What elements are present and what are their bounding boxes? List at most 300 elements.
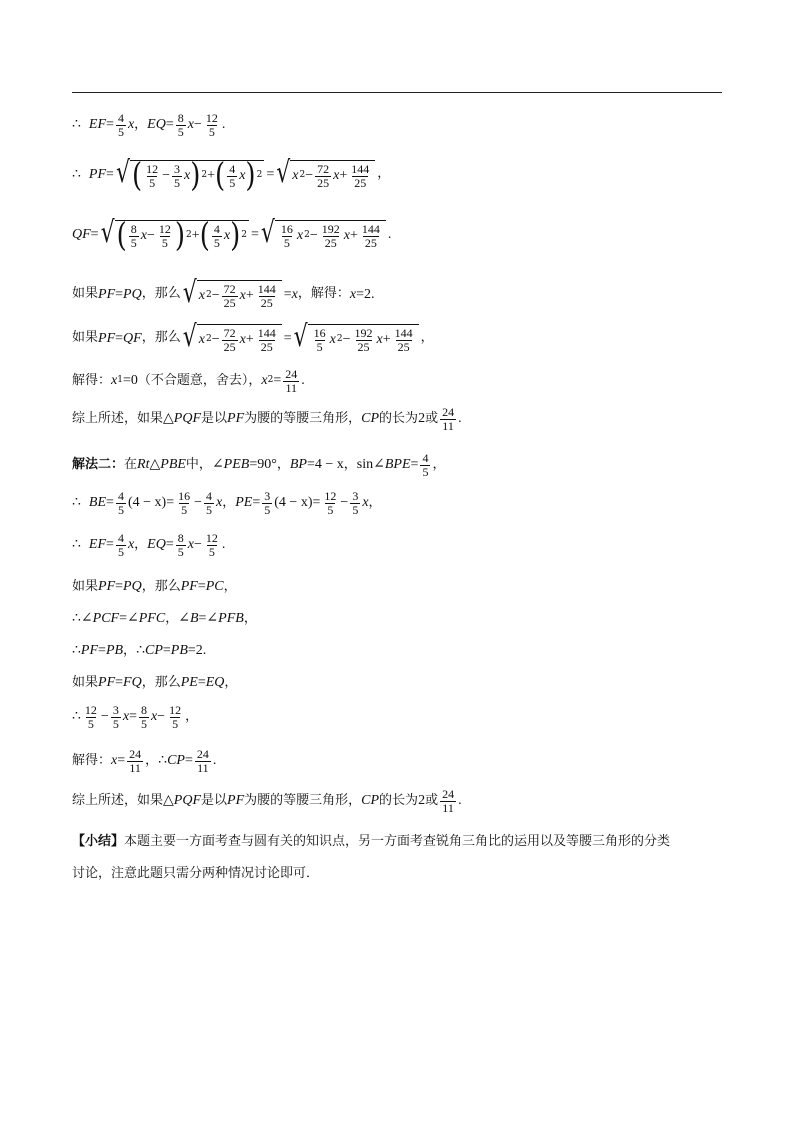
math-token: ∠ xyxy=(178,611,190,626)
math-token: = xyxy=(273,373,282,389)
text-run: 本题主要一方面考查与圆有关的知识点，另一方面考查锐角三角比的运用以及等腰三角形的分类 xyxy=(124,834,671,849)
math-token: PF xyxy=(180,579,198,594)
denominator: 5 xyxy=(264,502,271,517)
denominator: 11 xyxy=(442,418,454,433)
math-token: x xyxy=(111,753,118,769)
fraction xyxy=(116,490,126,516)
text-run: ， xyxy=(243,610,257,626)
math-token: ∴ xyxy=(72,537,81,553)
math-token: = xyxy=(115,579,124,594)
text-run: ，那么 xyxy=(141,330,181,346)
math-token: PQF xyxy=(173,793,202,809)
math-token: 4 − x xyxy=(132,495,162,511)
math-token: 2 xyxy=(418,411,426,427)
text-run: ， xyxy=(134,116,148,132)
math-token: CP xyxy=(144,643,163,658)
denominator: 5 xyxy=(174,175,181,190)
math-token: ∠ xyxy=(80,611,93,626)
fraction xyxy=(256,327,278,353)
math-token: PCF xyxy=(92,611,120,626)
line-solve-2 xyxy=(72,748,216,774)
math-token: x xyxy=(376,332,383,348)
fraction xyxy=(127,748,143,774)
fraction xyxy=(279,223,295,249)
denominator: 5 xyxy=(327,502,334,517)
denominator: 5 xyxy=(117,544,124,559)
text-run: ，那么 xyxy=(141,674,181,690)
numerator: 72 xyxy=(317,162,330,176)
numerator: 24 xyxy=(196,747,209,761)
math-token: PF xyxy=(227,411,245,427)
text-run: 如果 xyxy=(72,674,99,690)
radical-sign: √ xyxy=(276,156,291,191)
math-token: QF xyxy=(72,226,91,242)
math-token: B xyxy=(189,611,199,626)
denominator: 11 xyxy=(442,800,454,815)
math-token: BP xyxy=(289,457,307,473)
numerator: 16 xyxy=(280,222,293,236)
math-token xyxy=(197,280,282,309)
numerator: 16 xyxy=(313,326,326,340)
fraction xyxy=(222,327,238,353)
line-cp-2 xyxy=(72,642,206,660)
fraction xyxy=(350,490,360,516)
radical-sign: √ xyxy=(260,216,275,251)
fraction xyxy=(176,112,186,138)
numerator: 192 xyxy=(321,222,340,236)
math-token: QF xyxy=(123,330,142,346)
math-token: PBE xyxy=(160,457,186,473)
math-token: = xyxy=(90,226,99,242)
math-token: ) xyxy=(230,217,241,255)
text-run: ，解得： xyxy=(297,286,350,302)
math-token: x xyxy=(239,288,246,304)
math-token: ( xyxy=(274,495,279,511)
math-token: . xyxy=(301,373,305,389)
text-run: ， xyxy=(432,456,446,472)
denominator: 5 xyxy=(213,235,220,250)
denominator: 5 xyxy=(229,175,236,190)
math-token: x xyxy=(122,709,130,725)
numerator: 144 xyxy=(257,282,276,296)
math-token: + xyxy=(207,168,216,184)
math-token: ( xyxy=(215,157,226,195)
text-run: ， xyxy=(185,708,199,724)
line-method-two xyxy=(72,452,445,478)
math-token: + xyxy=(245,332,254,348)
denominator: 25 xyxy=(317,175,330,190)
math-token: = xyxy=(117,753,126,769)
fraction xyxy=(129,223,139,249)
math-token: BPE xyxy=(384,457,411,473)
math-token: = xyxy=(249,457,258,473)
math-token xyxy=(197,324,282,353)
numerator: 144 xyxy=(361,222,380,236)
text-run: ，那么 xyxy=(141,286,181,302)
fraction xyxy=(320,223,342,249)
math-token: = xyxy=(266,166,275,182)
math-token: x xyxy=(150,709,158,725)
math-token: BE xyxy=(88,495,107,511)
math-token: . xyxy=(221,117,226,133)
math-token: . xyxy=(458,793,462,809)
math-token: = xyxy=(306,457,315,473)
math-token: − xyxy=(342,332,351,348)
math-token: = xyxy=(184,753,193,769)
numerator: 12 xyxy=(324,489,337,503)
math-token: PFC xyxy=(138,611,166,626)
fraction xyxy=(360,223,382,249)
denominator: 25 xyxy=(397,339,410,354)
line-case2-pf-fq xyxy=(72,674,237,692)
math-token: ∴ xyxy=(72,643,81,658)
math-token: = xyxy=(98,643,106,658)
line-solve-1 xyxy=(72,368,305,394)
radical-sign: √ xyxy=(182,276,197,311)
subscript: 2 xyxy=(267,375,274,386)
math-token: = xyxy=(162,643,171,658)
math-token: △ xyxy=(163,793,174,809)
math-token: = xyxy=(119,611,128,626)
math-token: EQ xyxy=(147,117,166,133)
numerator: 24 xyxy=(285,367,298,381)
denominator: 25 xyxy=(260,295,273,310)
math-token: − xyxy=(305,168,314,184)
header-rule xyxy=(72,92,722,93)
denominator: 5 xyxy=(316,339,323,354)
numerator: 4 xyxy=(117,531,124,545)
numerator: 4 xyxy=(229,162,236,176)
math-token: PF xyxy=(227,793,245,809)
math-token: = xyxy=(252,495,261,511)
math-token: PFB xyxy=(218,611,244,626)
math-token: x xyxy=(184,168,191,184)
math-token: PF xyxy=(88,166,107,182)
math-token: EF xyxy=(88,117,107,133)
denominator: 5 xyxy=(117,124,124,139)
math-token: x xyxy=(198,332,205,348)
math-token: ) xyxy=(190,157,201,195)
math-token: = xyxy=(165,117,174,133)
fraction xyxy=(440,406,456,432)
math-token: . xyxy=(202,643,207,658)
math-token: = xyxy=(197,579,206,594)
denominator: 25 xyxy=(357,339,370,354)
math-token: = xyxy=(106,166,114,182)
text-run: ， xyxy=(165,610,179,626)
math-token: x xyxy=(329,332,336,348)
math-token: + xyxy=(349,228,358,244)
math-token xyxy=(115,217,249,255)
math-token: PEB xyxy=(223,457,250,473)
math-token: = xyxy=(166,495,175,511)
denominator: 11 xyxy=(285,380,298,395)
math-token: ∠ xyxy=(373,457,385,473)
math-token: △ xyxy=(149,457,161,473)
math-token: = xyxy=(198,611,207,626)
math-token: + xyxy=(382,332,391,348)
exponent: 2 xyxy=(241,230,247,241)
denominator: 5 xyxy=(161,235,168,250)
math-token: ∴ xyxy=(72,117,81,133)
fraction xyxy=(144,163,160,189)
fraction xyxy=(393,327,415,353)
denominator: 5 xyxy=(130,235,137,250)
fraction xyxy=(322,490,338,516)
math-token: − xyxy=(194,495,202,511)
math-token: x xyxy=(187,537,194,553)
math-token: x xyxy=(140,228,147,244)
math-token: x xyxy=(111,373,118,389)
square-root xyxy=(260,216,386,251)
math-token: + xyxy=(339,168,348,184)
math-token: ∴ xyxy=(72,611,81,626)
math-token: = xyxy=(115,330,124,346)
math-token: PB xyxy=(105,643,124,658)
text-run: 讨论，注意此题只需分两种情况讨论即可． xyxy=(72,866,320,881)
denominator: 5 xyxy=(181,502,188,517)
denominator: 5 xyxy=(206,502,212,517)
math-token: ∠ xyxy=(127,611,139,626)
math-token: PE xyxy=(180,675,198,690)
math-token: ) xyxy=(245,157,256,195)
math-token: 4 − x xyxy=(278,495,308,511)
exponent: 2 xyxy=(256,170,263,181)
text-run: 或 xyxy=(425,792,439,808)
numerator: 4 xyxy=(117,111,124,125)
line-case-pf-pq xyxy=(72,276,375,311)
fraction xyxy=(227,163,237,189)
fraction xyxy=(167,704,183,730)
math-token: − xyxy=(162,168,171,184)
math-token: x xyxy=(261,373,268,389)
numerator: 3 xyxy=(264,489,271,503)
denominator: 25 xyxy=(223,339,236,354)
fraction xyxy=(139,704,149,730)
square-root xyxy=(115,156,264,195)
text-run: ， xyxy=(134,536,148,552)
math-token: PQF xyxy=(173,411,202,427)
math-token: = xyxy=(283,330,292,346)
math-token: ( xyxy=(131,157,143,195)
math-token: 0 xyxy=(130,373,138,389)
square-root xyxy=(100,216,249,255)
math-token: = xyxy=(115,675,124,690)
denominator: 5 xyxy=(283,235,290,250)
math-token: PF xyxy=(98,330,116,346)
text-run: 或 xyxy=(425,410,439,426)
denominator: 5 xyxy=(140,716,147,731)
denominator: 5 xyxy=(208,544,215,559)
math-token: CP xyxy=(361,793,380,809)
math-token: = xyxy=(129,709,137,725)
math-token xyxy=(130,157,264,195)
math-token: PQ xyxy=(123,286,142,302)
text-run: 在 xyxy=(124,456,138,472)
math-token: ) xyxy=(307,495,313,511)
denominator: 5 xyxy=(177,124,184,139)
text-run: 解得： xyxy=(72,372,112,388)
fraction xyxy=(349,163,371,189)
math-token: − xyxy=(193,117,202,133)
text-run: ， xyxy=(222,494,236,510)
denominator: 5 xyxy=(422,464,429,479)
math-token: ( xyxy=(199,217,210,255)
exponent: 2 xyxy=(205,334,212,345)
line-conclusion-1 xyxy=(72,406,462,432)
math-token: − xyxy=(309,228,318,244)
math-token: ∴ xyxy=(136,643,145,658)
math-token: PE xyxy=(235,495,253,511)
text-run: 如果 xyxy=(72,330,99,346)
denominator: 25 xyxy=(364,235,377,250)
math-token xyxy=(308,324,419,353)
text-run: 解得： xyxy=(72,752,112,768)
math-token: PQ xyxy=(123,579,142,594)
text-run: 如果 xyxy=(72,578,99,594)
math-token: . xyxy=(221,537,226,553)
math-token: ( xyxy=(127,495,133,511)
math-token: = xyxy=(410,457,419,473)
square-root xyxy=(276,156,375,191)
math-token: 90° xyxy=(257,457,277,473)
denominator: 5 xyxy=(87,716,94,731)
radical-sign: √ xyxy=(100,216,115,251)
text-run: ， xyxy=(145,752,159,768)
math-token: CP xyxy=(167,753,185,769)
text-run: ， xyxy=(420,330,434,346)
math-token: ) xyxy=(174,217,186,255)
square-root xyxy=(293,320,419,355)
numerator: 12 xyxy=(84,703,97,717)
math-token: x xyxy=(239,332,246,348)
math-token: x xyxy=(198,288,205,304)
math-token: EQ xyxy=(205,675,225,690)
math-token: = xyxy=(187,643,196,658)
math-token: △ xyxy=(163,411,174,427)
square-root xyxy=(182,320,282,355)
math-token: = xyxy=(197,675,206,690)
text-run: 为腰的等腰三角形， xyxy=(244,792,362,808)
denominator: 5 xyxy=(117,502,124,517)
fraction xyxy=(440,788,456,814)
numerator: 3 xyxy=(112,703,119,717)
math-token: ∴ xyxy=(72,495,81,511)
fraction xyxy=(116,112,126,138)
radical-sign: √ xyxy=(182,320,197,355)
math-token: x xyxy=(362,495,369,511)
fraction xyxy=(157,223,173,249)
denominator: 5 xyxy=(177,544,184,559)
numerator: 144 xyxy=(257,326,276,340)
line-case-pf-qf xyxy=(72,320,434,355)
numerator: 16 xyxy=(178,489,191,503)
math-token xyxy=(275,220,386,249)
math-token: Rt xyxy=(137,457,150,473)
fraction xyxy=(111,704,121,730)
radical-sign: √ xyxy=(293,320,308,355)
text-run: ， xyxy=(223,578,237,594)
line-equation xyxy=(72,704,198,730)
math-token: x xyxy=(292,168,299,184)
math-token: − xyxy=(146,228,155,244)
math-token: = xyxy=(312,495,321,511)
summary-line-2 xyxy=(72,866,319,882)
fraction xyxy=(172,163,182,189)
text-run: 如果 xyxy=(72,286,99,302)
fraction xyxy=(420,452,430,478)
numerator: 144 xyxy=(351,162,370,176)
math-token: x xyxy=(333,168,340,184)
math-token: x xyxy=(223,228,231,244)
denominator: 5 xyxy=(172,716,179,731)
math-token: PF xyxy=(98,579,116,594)
math-token: − xyxy=(211,332,220,348)
line-case2-pf-pq xyxy=(72,578,237,596)
math-token: = xyxy=(106,495,114,511)
numerator: 4 xyxy=(117,489,124,503)
text-run: 的长为 xyxy=(379,792,419,808)
text-run: （不合题意，舍去）， xyxy=(137,372,262,388)
numerator: 72 xyxy=(223,282,236,296)
math-token: = xyxy=(250,226,259,242)
math-token: 2 xyxy=(364,286,371,302)
math-token: x xyxy=(187,117,194,133)
line-ef-eq-1 xyxy=(72,112,225,138)
text-run: ， xyxy=(224,674,238,690)
math-token: PF xyxy=(98,286,116,302)
text-run: ，那么 xyxy=(141,578,181,594)
fraction xyxy=(83,704,99,730)
fraction xyxy=(116,532,126,558)
text-run: 综上所述，如果 xyxy=(72,410,164,426)
line-angles xyxy=(72,610,257,628)
fraction xyxy=(204,532,220,558)
fraction xyxy=(315,163,331,189)
fraction xyxy=(176,490,192,516)
math-token: sin xyxy=(356,457,374,473)
numerator: 24 xyxy=(442,787,455,801)
math-token: − xyxy=(100,709,109,725)
numerator: 8 xyxy=(140,703,147,717)
fraction xyxy=(222,283,238,309)
math-token: EQ xyxy=(147,537,166,553)
exponent: 2 xyxy=(201,170,208,181)
denominator: 11 xyxy=(129,760,141,775)
numerator: 24 xyxy=(129,747,142,761)
summary-line-1 xyxy=(72,834,670,850)
denominator: 25 xyxy=(324,235,337,250)
math-token: = xyxy=(165,537,174,553)
text-run: 解法二： xyxy=(72,456,125,472)
fraction xyxy=(256,283,278,309)
line-pf-sqrt xyxy=(72,156,391,195)
fraction xyxy=(204,112,220,138)
math-token: EF xyxy=(88,537,107,553)
fraction xyxy=(262,490,272,516)
math-token: x xyxy=(296,228,304,244)
math-token: − xyxy=(157,709,166,725)
fraction xyxy=(195,748,211,774)
math-token: x xyxy=(216,495,223,511)
exponent: 2 xyxy=(336,334,343,345)
math-token: 2 xyxy=(195,643,203,658)
text-run: 是以 xyxy=(201,792,228,808)
math-token: ∴ xyxy=(72,166,81,182)
math-token: x xyxy=(239,168,246,184)
numerator: 12 xyxy=(205,531,218,545)
math-token: ) xyxy=(161,495,167,511)
